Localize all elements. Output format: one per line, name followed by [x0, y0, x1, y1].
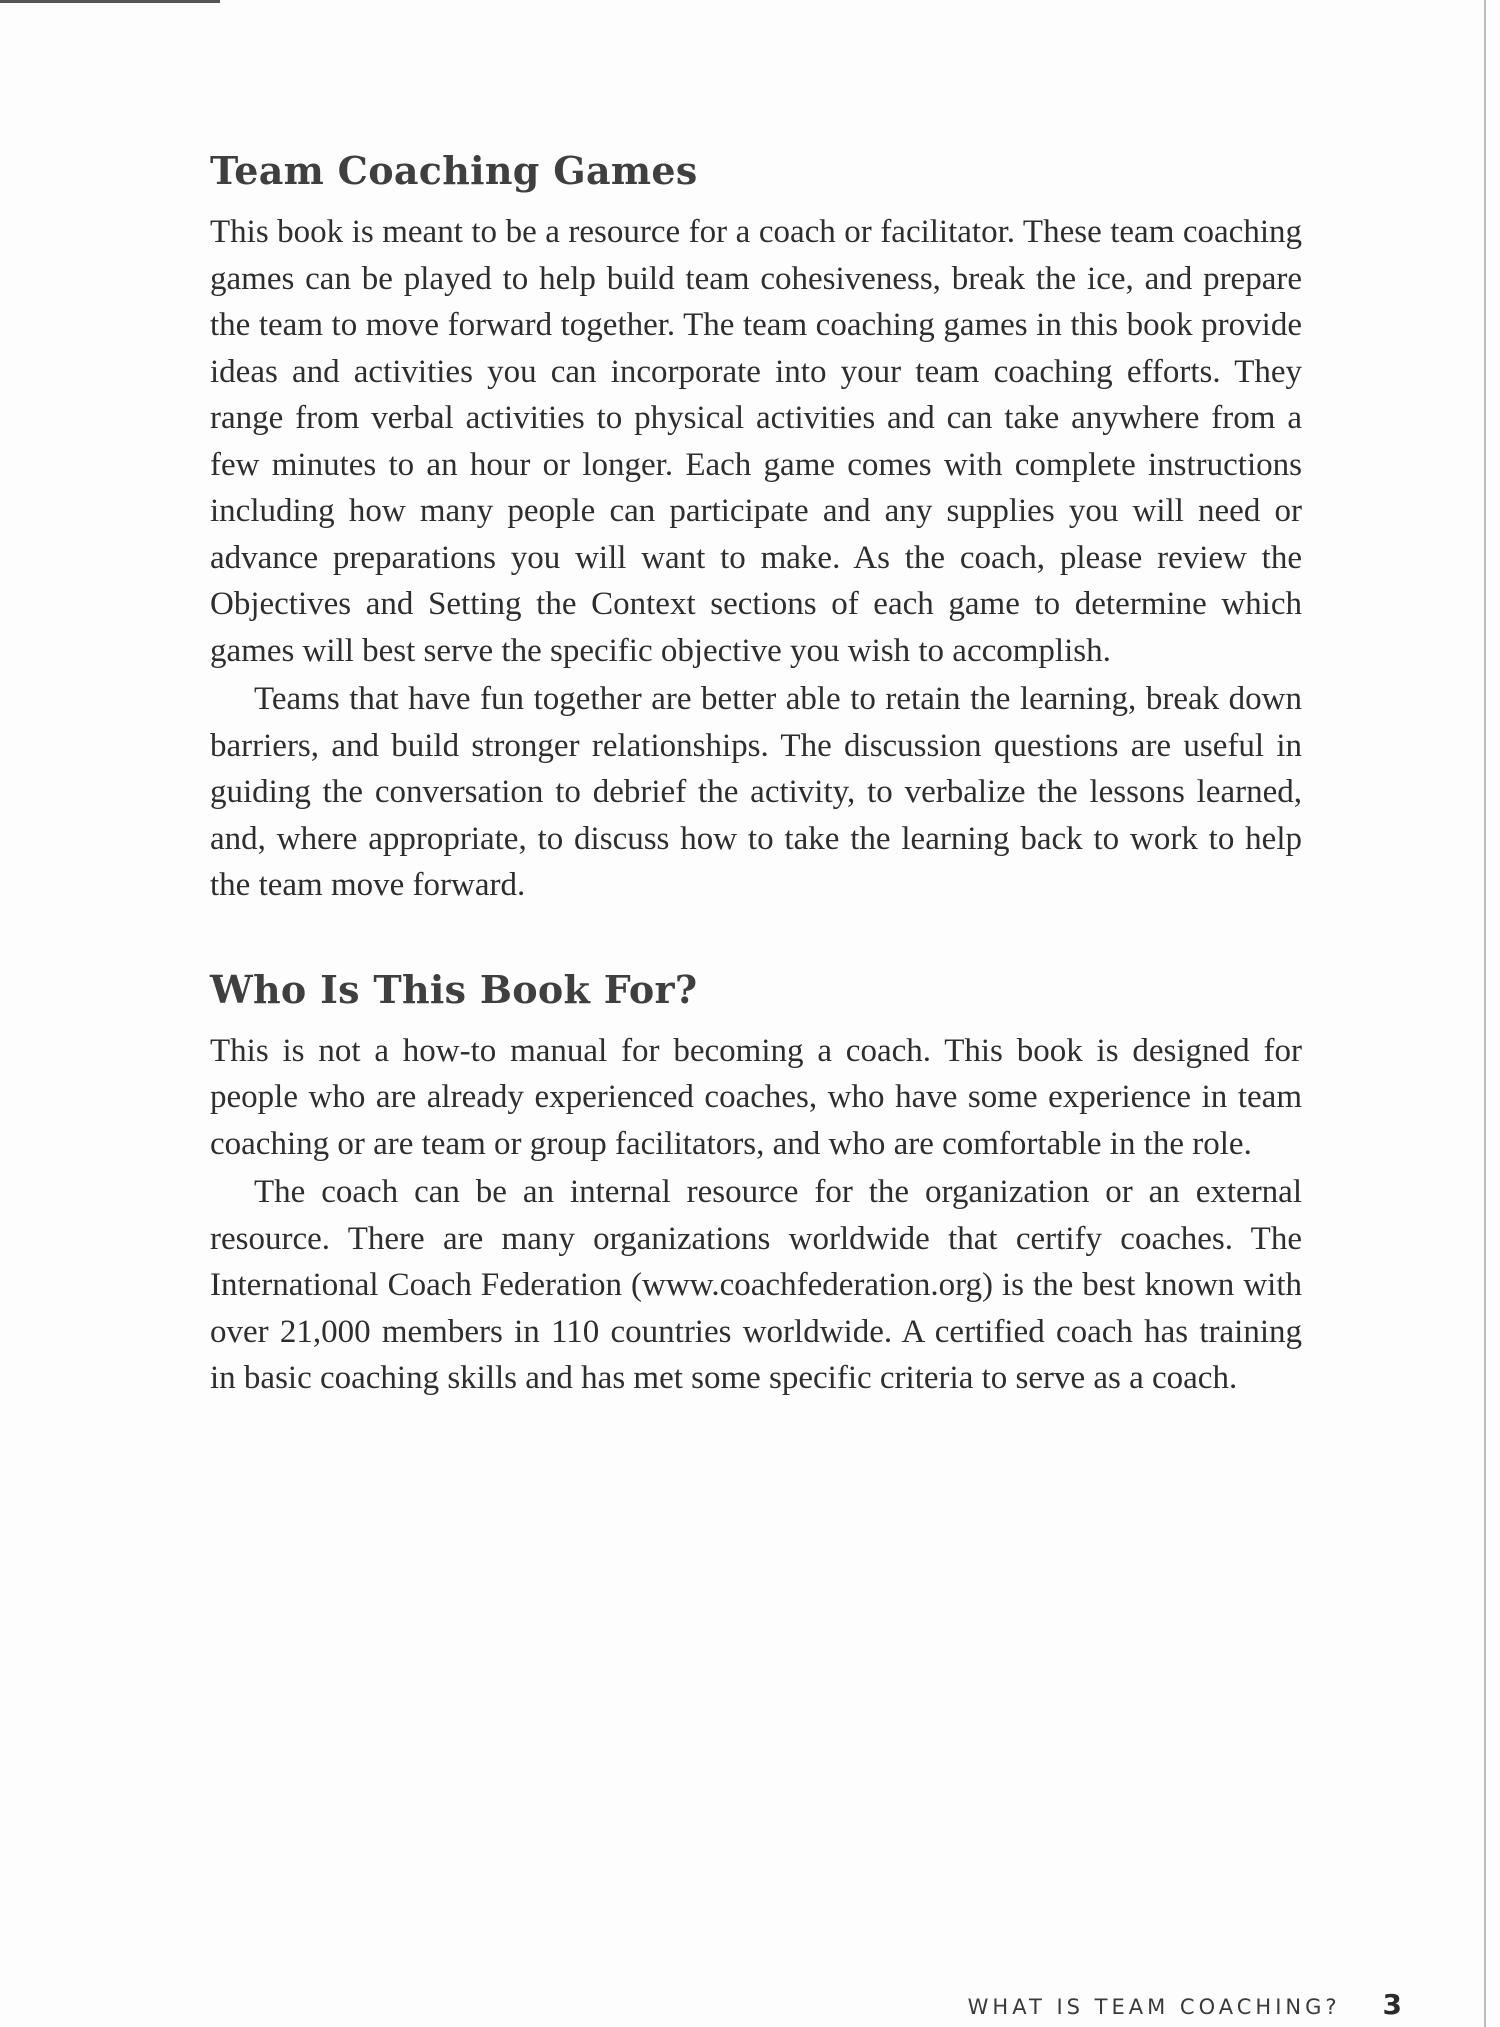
- paragraph: The coach can be an internal resource for the organization or an external resource. There are many organizations worldwide that certify coaches. The International Coach Federation (www.coachfederation.org) is the best known with over 21,000 members in 110 countries worldwide. A certified coach has training in basic coaching skills and has met some specific criteria to serve as a coach.: [210, 1174, 1302, 1396]
- scan-edge-right: [1484, 0, 1486, 2027]
- running-head: WHAT IS TEAM COACHING?: [967, 1995, 1341, 2019]
- page-number: 3: [1382, 1988, 1402, 2021]
- paragraph: This is not a how-to manual for becoming a coach. This book is designed for people who are already experienced coaches, who have some experience in team coaching or are team or group facilitators, and who are comfortable in the role.: [210, 1032, 1302, 1162]
- section-heading-team-coaching-games: Team Coaching Games: [210, 148, 698, 193]
- page-content: [210, 148, 1302, 1402]
- scan-edge-top: [0, 0, 220, 3]
- paragraph: This book is meant to be a resource for a coach or facilitator. These team coaching games can be played to help build team cohesiveness, break the ice, and prepare the team to move forward together. The team coaching games in this book provide ideas and activities you can incorporate into your team coaching efforts. They range from verbal activities to physical activities and can take anywhere from a few minutes to an hour or longer. Each game comes with complete instructions including how many people can participate and any supplies you will need or advance preparations you will want to make. As the coach, please review the Objectives and Setting the Context sections of each game to determine which games will best serve the specific objective you wish to accomplish.: [210, 214, 1302, 669]
- paragraph: Teams that have fun together are better able to retain the learning, break down barriers, and build stronger relationships. The discussion questions are useful in guiding the conversation to debrief the activity, to verbalize the lessons learned, and, where appropriate, to discuss how to take the learning back to work to help the team move forward.: [210, 681, 1302, 903]
- page-footer: [968, 1988, 1402, 2021]
- section-heading-who-is-this-book-for: Who Is This Book For?: [210, 966, 698, 1012]
